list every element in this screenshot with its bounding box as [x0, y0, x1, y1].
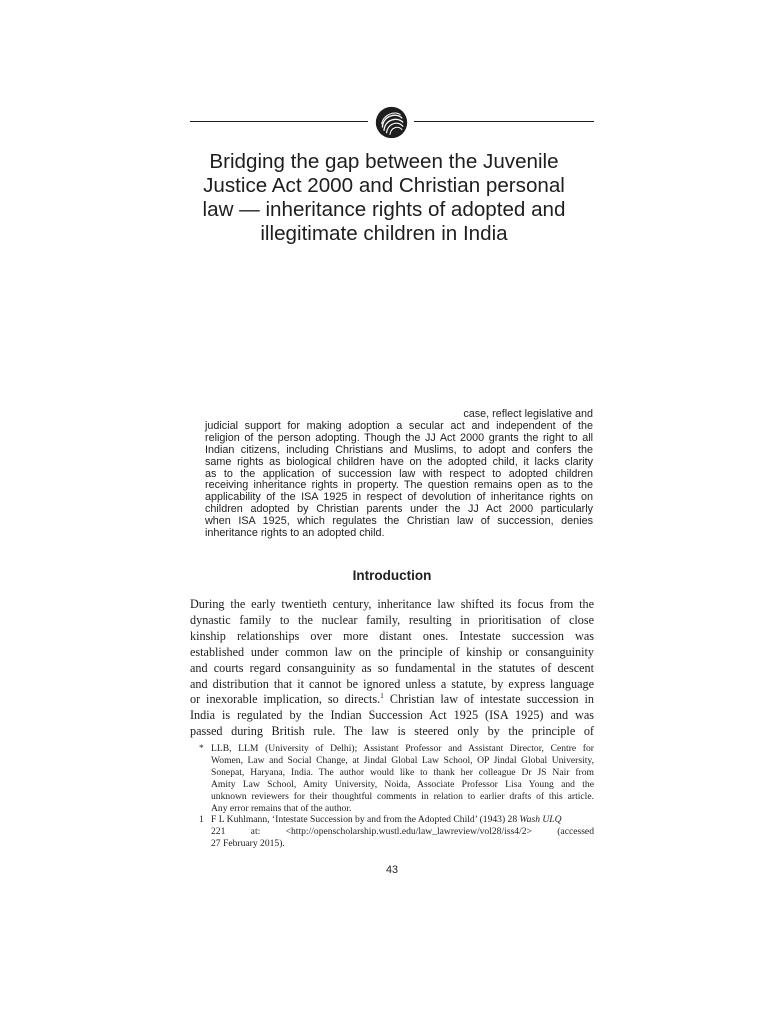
- footnote-mark: 1: [199, 814, 204, 826]
- title-line: illegitimate children in India: [260, 222, 508, 245]
- abstract-line: judicial support for making adoption a secular act and independent of the: [205, 419, 593, 432]
- publisher-logo-icon: [375, 106, 408, 139]
- abstract-line: receiving inheritance rights in property. The question remains open as to the: [205, 479, 593, 492]
- footnote-line: [211, 814, 594, 826]
- body-line: dynastic family to the nuclear family, resulting in prioritisation of close: [190, 612, 594, 627]
- body-text-segment: Christian law of intestate succession in: [383, 692, 595, 707]
- abstract-line: religion of the person adopting. Though the JJ Act 2000 grants the right to all: [205, 431, 593, 444]
- footnote-1: [198, 814, 594, 850]
- abstract-line: inheritance rights to an adopted child.: [205, 527, 385, 540]
- footnote-line: 27 February 2015).: [211, 838, 285, 850]
- title-line: Justice Act 2000 and Christian personal: [203, 174, 565, 197]
- body-line: and courts regard consanguinity as so fundamental in the statutes of descent: [190, 660, 594, 675]
- body-line: established under common law on the principle of kinship or consanguinity: [190, 644, 594, 659]
- footnote-line: Amity Law School, Amity University, Noida, Associate Professor Lisa Young and the: [211, 778, 594, 790]
- section-heading: Introduction: [352, 568, 432, 583]
- footnote-author: [198, 743, 594, 814]
- footnote-line: LLB, LLM (University of Delhi); Assistant Professor and Assistant Director, Centre for: [211, 743, 594, 754]
- body-line: kinship relationships over more distant ones. Intestate succession was: [190, 628, 594, 643]
- footnote-url-line[interactable]: 221 at: <http://openscholarship.wustl.edu/law_lawreview/vol28/iss4/2> (accessed: [211, 826, 594, 838]
- body-line: India is regulated by the Indian Succession Act 1925 (ISA 1925) and was: [190, 708, 594, 723]
- footnotes: [198, 743, 594, 850]
- abstract-line: case, reflect legislative and: [463, 408, 593, 420]
- abstract-line: children adopted by Christian parents under the JJ Act 2000 particularly: [205, 503, 593, 516]
- article-title: [150, 150, 618, 246]
- body-line-with-footnote: [190, 692, 594, 708]
- body-line: During the early twentieth century, inheritance law shifted its focus from the: [190, 597, 594, 611]
- body-line: and distribution that it cannot be ignored unless a statute, by express language: [190, 676, 594, 691]
- body-text-segment: or inexorable implication, so directs.: [190, 692, 381, 707]
- ornament-rule-right: [414, 121, 594, 122]
- body-text: [190, 597, 594, 740]
- page-number: 43: [385, 864, 398, 876]
- abstract-line: as to the application of succession law with respect to adopted children: [205, 467, 593, 480]
- abstract-line: Indian citizens, including Christians and Muslims, to adopt and confers the: [205, 443, 593, 456]
- footnote-line: Sonepat, Haryana, India. The author would like to thank her colleague Dr JS Nair from: [211, 766, 594, 778]
- abstract-line: same rights as biological children have on the adopted child, it lacks clarity: [205, 455, 593, 468]
- abstract-line: applicability of the ISA 1925 in respect of devolution of inheritance rights on: [205, 491, 593, 504]
- footnote-line: Any error remains that of the author.: [211, 802, 352, 814]
- title-line: Bridging the gap between the Juvenile: [209, 150, 559, 173]
- abstract-line: when ISA 1925, which regulates the Christian law of succession, denies: [205, 515, 593, 528]
- footnote-mark: *: [199, 743, 204, 754]
- ornament-rule-left: [190, 121, 368, 122]
- footnote-line: unknown reviewers for their thoughtful comments in relation to earlier drafts of this article.: [211, 790, 594, 802]
- footnote-text-segment: F L Kuhlmann, ‘Intestate Succession by and from the Adopted Child’ (1943) 28: [211, 814, 520, 826]
- title-line: law — inheritance rights of adopted and: [202, 198, 566, 221]
- footnote-reference-link[interactable]: 1: [380, 691, 384, 701]
- footnote-line: Women, Law and Social Change, at Jindal Global Law School, OP Jindal Global University,: [211, 754, 594, 766]
- title-ornament: [0, 103, 768, 143]
- journal-name: Wash ULQ: [519, 814, 562, 826]
- abstract: [205, 409, 593, 540]
- body-line: passed during British rule. The law is steered only by the principle of: [190, 724, 594, 739]
